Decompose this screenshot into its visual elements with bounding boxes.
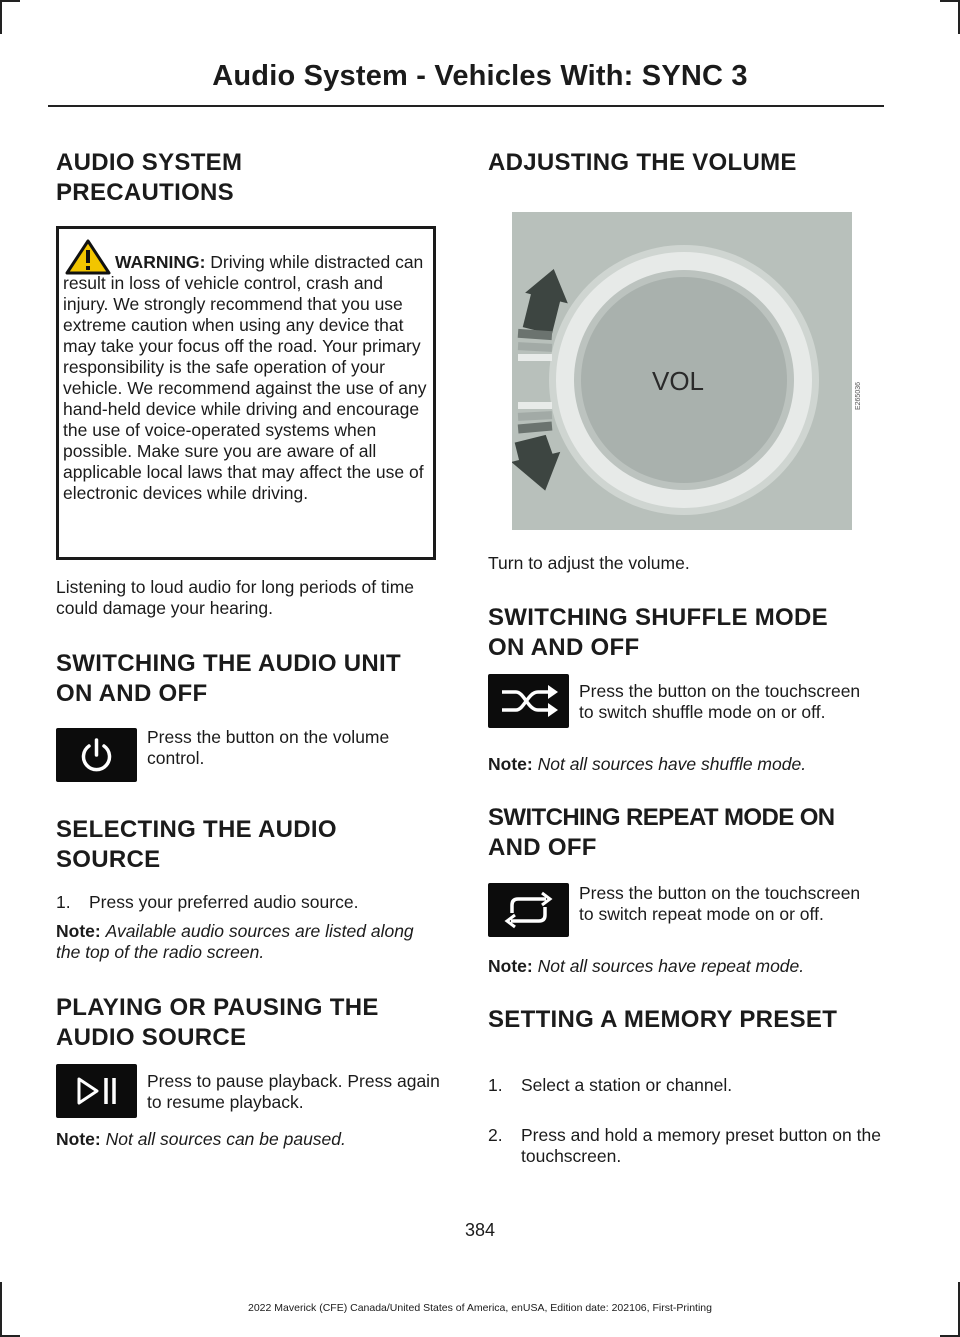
crop-mark <box>0 0 2 34</box>
page-title: Audio System - Vehicles With: SYNC 3 <box>212 60 748 92</box>
volume-caption: Turn to adjust the volume. <box>488 553 690 573</box>
hearing-paragraph: Listening to loud audio for long periods of time could damage your hearing. <box>56 577 415 618</box>
play-pause-icon <box>56 1064 137 1118</box>
section-heading-memory-preset: SETTING A MEMORY PRESET <box>488 1006 838 1033</box>
crop-mark <box>940 0 960 2</box>
section-heading-repeat: SWITCHING REPEAT MODE ON AND OFF <box>488 804 835 861</box>
list-item: 1. Press your preferred audio source. <box>56 892 359 912</box>
shuffle-instructions: Press the button on the touchscreen to switch shuffle mode on or off. <box>579 681 861 722</box>
section-heading-shuffle: SWITCHING SHUFFLE MODE ON AND OFF <box>488 604 828 661</box>
header-rule <box>48 105 884 107</box>
shuffle-icon <box>488 674 569 728</box>
note-shuffle: Note: Not all sources have shuffle mode. <box>488 754 807 774</box>
note-audio-sources: Note: Available audio sources are listed along the top of the radio screen. <box>56 921 414 962</box>
warning-text: Driving while distracted can result in loss of vehicle control, crash and injury. We strongly recommend that you use extreme caution when using any device that may take your focus off the road. Your primary responsibility is the safe operation of your vehicle. We recommend against the use of any hand-held device while driving and encourage the use of voice-operated systems when possible. Make sure you are aware of all applicable local laws that may affect the use of electronic devices while driving. <box>63 252 427 503</box>
volume-knob-image <box>512 212 852 530</box>
warning-triangle-icon <box>65 239 111 275</box>
edition-footer: 2022 Maverick (CFE) Canada/United States of America, enUSA, Edition date: 202106, First-Printing <box>248 1302 712 1314</box>
crop-mark <box>940 1335 960 1337</box>
section-heading-audio-unit: SWITCHING THE AUDIO UNIT ON AND OFF <box>56 650 401 707</box>
repeat-icon <box>488 883 569 937</box>
note-repeat: Note: Not all sources have repeat mode. <box>488 956 805 976</box>
power-icon <box>56 728 137 782</box>
crop-mark <box>0 0 20 2</box>
list-item: 1. Select a station or channel. <box>488 1075 733 1095</box>
note-paused: Note: Not all sources can be paused. <box>56 1129 346 1149</box>
section-heading-play-pause: PLAYING OR PAUSING THE AUDIO SOURCE <box>56 994 379 1051</box>
warning-box <box>56 226 436 560</box>
repeat-instructions: Press the button on the touchscreen to switch repeat mode on or off. <box>579 883 861 924</box>
vol-label: VOL <box>651 366 705 396</box>
crop-mark <box>958 0 960 34</box>
crop-mark <box>0 1335 20 1337</box>
power-instructions: Press the button on the volume control. <box>147 727 390 768</box>
play-pause-instructions: Press to pause playback. Press again to resume playback. <box>147 1071 440 1112</box>
section-heading-audio-precautions: AUDIO SYSTEM PRECAUTIONS <box>56 149 243 206</box>
list-item: 2. Press and hold a memory preset button on the touchscreen. <box>488 1125 881 1166</box>
warning-label: WARNING: <box>115 252 206 272</box>
page-number: 384 <box>464 1220 496 1240</box>
section-heading-volume: ADJUSTING THE VOLUME <box>488 149 797 176</box>
section-heading-select-source: SELECTING THE AUDIO SOURCE <box>56 816 337 873</box>
image-code: E265036 <box>855 382 862 411</box>
